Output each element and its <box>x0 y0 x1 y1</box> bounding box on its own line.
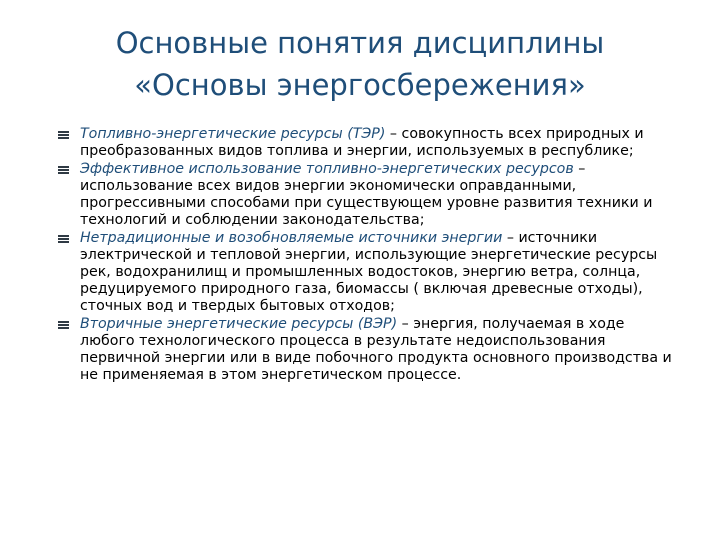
definitions-list <box>60 126 678 385</box>
bars-bullet-icon <box>58 321 69 329</box>
definition-term: Вторичные энергетические ресурсы (ВЭР) <box>80 316 398 332</box>
definition-text: – источники электрической и тепловой энергии, использующие энергетические ресурсы рек, водохранилищ и промышленных водостоков, энергию ветра, солнца, редуцируемого природного газа, биомассы ( включая древесные отходы), сточных вод и твердых бытовых отходов; <box>80 230 658 314</box>
definition-term: Топливно-энергетические ресурсы (ТЭР) <box>80 126 386 142</box>
definition-item-renewable-sources <box>60 230 678 315</box>
definition-item-ver <box>60 316 678 384</box>
definition-item-ter <box>60 126 678 160</box>
definition-term: Нетрадиционные и возобновляемые источники энергии <box>80 230 503 246</box>
bars-bullet-icon <box>58 131 69 139</box>
slide-title-line-2: «Основы энергосбережения» <box>134 68 586 102</box>
slide-title-line-1: Основные понятия дисциплины <box>115 26 605 60</box>
definition-text: – использование всех видов энергии экономически оправданными, прогрессивными способами при существующем уровне развития техники и технологий и соблюдении законодательства; <box>80 161 653 228</box>
slide-title <box>40 22 680 106</box>
definition-text: – совокупность всех природных и преобразованных видов топлива и энергии, используемых в республике; <box>80 126 644 159</box>
definition-text: – энергия, получаемая в ходе любого технологического процесса в результате недоиспользования первичной энергии или в виде побочного продукта основного производства и не применяемая в этом энергетическом процессе. <box>80 316 672 383</box>
definition-item-efficient-use <box>60 161 678 229</box>
bars-bullet-icon <box>58 166 69 174</box>
definition-term: Эффективное использование топливно-энергетических ресурсов <box>80 161 574 177</box>
bars-bullet-icon <box>58 235 69 243</box>
